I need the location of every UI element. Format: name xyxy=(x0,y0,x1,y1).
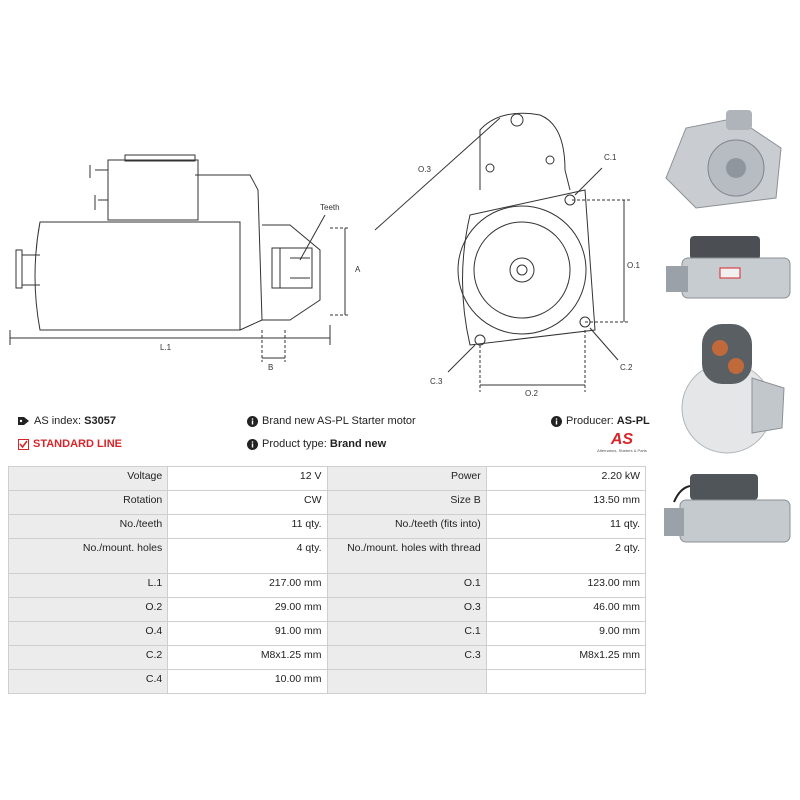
spec-table xyxy=(8,466,646,694)
spec-value: 13.50 mm xyxy=(486,491,645,515)
spec-row xyxy=(9,467,646,491)
product-photo-rear xyxy=(672,318,792,458)
spec-label: No./mount. holes xyxy=(9,539,168,574)
spec-row xyxy=(9,574,646,598)
spec-value: 91.00 mm xyxy=(168,622,327,646)
spec-label: No./mount. holes with thread xyxy=(327,539,486,574)
spec-label: Rotation xyxy=(9,491,168,515)
as-index xyxy=(18,415,116,427)
spec-row xyxy=(9,539,646,574)
standard-line-text: STANDARD LINE xyxy=(33,438,123,450)
spec-label: Size B xyxy=(327,491,486,515)
as-pl-logo xyxy=(596,432,648,453)
product-photo-front xyxy=(656,108,794,220)
spec-label xyxy=(327,670,486,694)
spec-row xyxy=(9,670,646,694)
spec-row xyxy=(9,491,646,515)
spec-value: M8x1.25 mm xyxy=(486,646,645,670)
spec-label: L.1 xyxy=(9,574,168,598)
spec-label: No./teeth (fits into) xyxy=(327,515,486,539)
product-type-value: Brand new xyxy=(329,438,387,450)
spec-value: 46.00 mm xyxy=(486,598,645,622)
spec-value: 29.00 mm xyxy=(168,598,327,622)
spec-value: M8x1.25 mm xyxy=(168,646,327,670)
producer-info xyxy=(551,415,650,427)
spec-row xyxy=(9,622,646,646)
dim-c1-label: C.1 xyxy=(604,153,617,162)
brand-new-info xyxy=(247,415,416,427)
spec-label: O.1 xyxy=(327,574,486,598)
dim-o3-label: O.3 xyxy=(418,165,431,174)
dim-c2-label: C.2 xyxy=(620,363,633,372)
teeth-label: Teeth xyxy=(320,203,340,212)
spec-value: 217.00 mm xyxy=(168,574,327,598)
producer-label: Producer: xyxy=(566,415,614,427)
spec-value: 10.00 mm xyxy=(168,670,327,694)
spec-value: 123.00 mm xyxy=(486,574,645,598)
spec-label: O.2 xyxy=(9,598,168,622)
producer-value: AS-PL xyxy=(616,415,650,427)
dim-o2-label: O.2 xyxy=(525,389,538,398)
dim-l1-label: L.1 xyxy=(160,343,172,352)
logo-tagline: Alternators, Starters & Parts xyxy=(597,448,647,453)
dim-o1-label: O.1 xyxy=(627,261,640,270)
product-photo-side-2 xyxy=(660,468,796,558)
dim-b-label: B xyxy=(268,363,274,372)
spec-label: C.1 xyxy=(327,622,486,646)
spec-value: 2.20 kW xyxy=(486,467,645,491)
info-icon xyxy=(247,416,258,427)
spec-row xyxy=(9,515,646,539)
spec-label: C.2 xyxy=(9,646,168,670)
spec-row xyxy=(9,598,646,622)
spec-value: 11 qty. xyxy=(486,515,645,539)
as-index-value: S3057 xyxy=(84,415,116,427)
spec-value: 2 qty. xyxy=(486,539,645,574)
spec-value: CW xyxy=(168,491,327,515)
spec-label: Power xyxy=(327,467,486,491)
spec-value: 4 qty. xyxy=(168,539,327,574)
spec-value: 11 qty. xyxy=(168,515,327,539)
tag-icon xyxy=(18,416,30,426)
spec-label: C.4 xyxy=(9,670,168,694)
dim-c3-label: C.3 xyxy=(430,377,443,386)
spec-label: O.4 xyxy=(9,622,168,646)
info-icon xyxy=(551,416,562,427)
checkbox-icon xyxy=(18,439,29,450)
spec-value: 12 V xyxy=(168,467,327,491)
front-view-drawing xyxy=(370,100,650,410)
spec-label: C.3 xyxy=(327,646,486,670)
product-type-info xyxy=(247,438,386,450)
info-icon xyxy=(247,439,258,450)
brand-new-text: Brand new AS-PL Starter motor xyxy=(262,415,416,427)
product-photo-side xyxy=(660,228,796,308)
spec-label: O.3 xyxy=(327,598,486,622)
spec-value xyxy=(486,670,645,694)
side-view-drawing xyxy=(0,90,370,390)
dim-a-label: A xyxy=(355,265,361,274)
product-type-label: Product type: xyxy=(262,438,327,450)
spec-label: No./teeth xyxy=(9,515,168,539)
logo-mark: AS xyxy=(610,431,634,448)
spec-label: Voltage xyxy=(9,467,168,491)
spec-value: 9.00 mm xyxy=(486,622,645,646)
standard-line xyxy=(18,438,122,450)
as-index-label: AS index: xyxy=(34,415,82,427)
spec-row xyxy=(9,646,646,670)
